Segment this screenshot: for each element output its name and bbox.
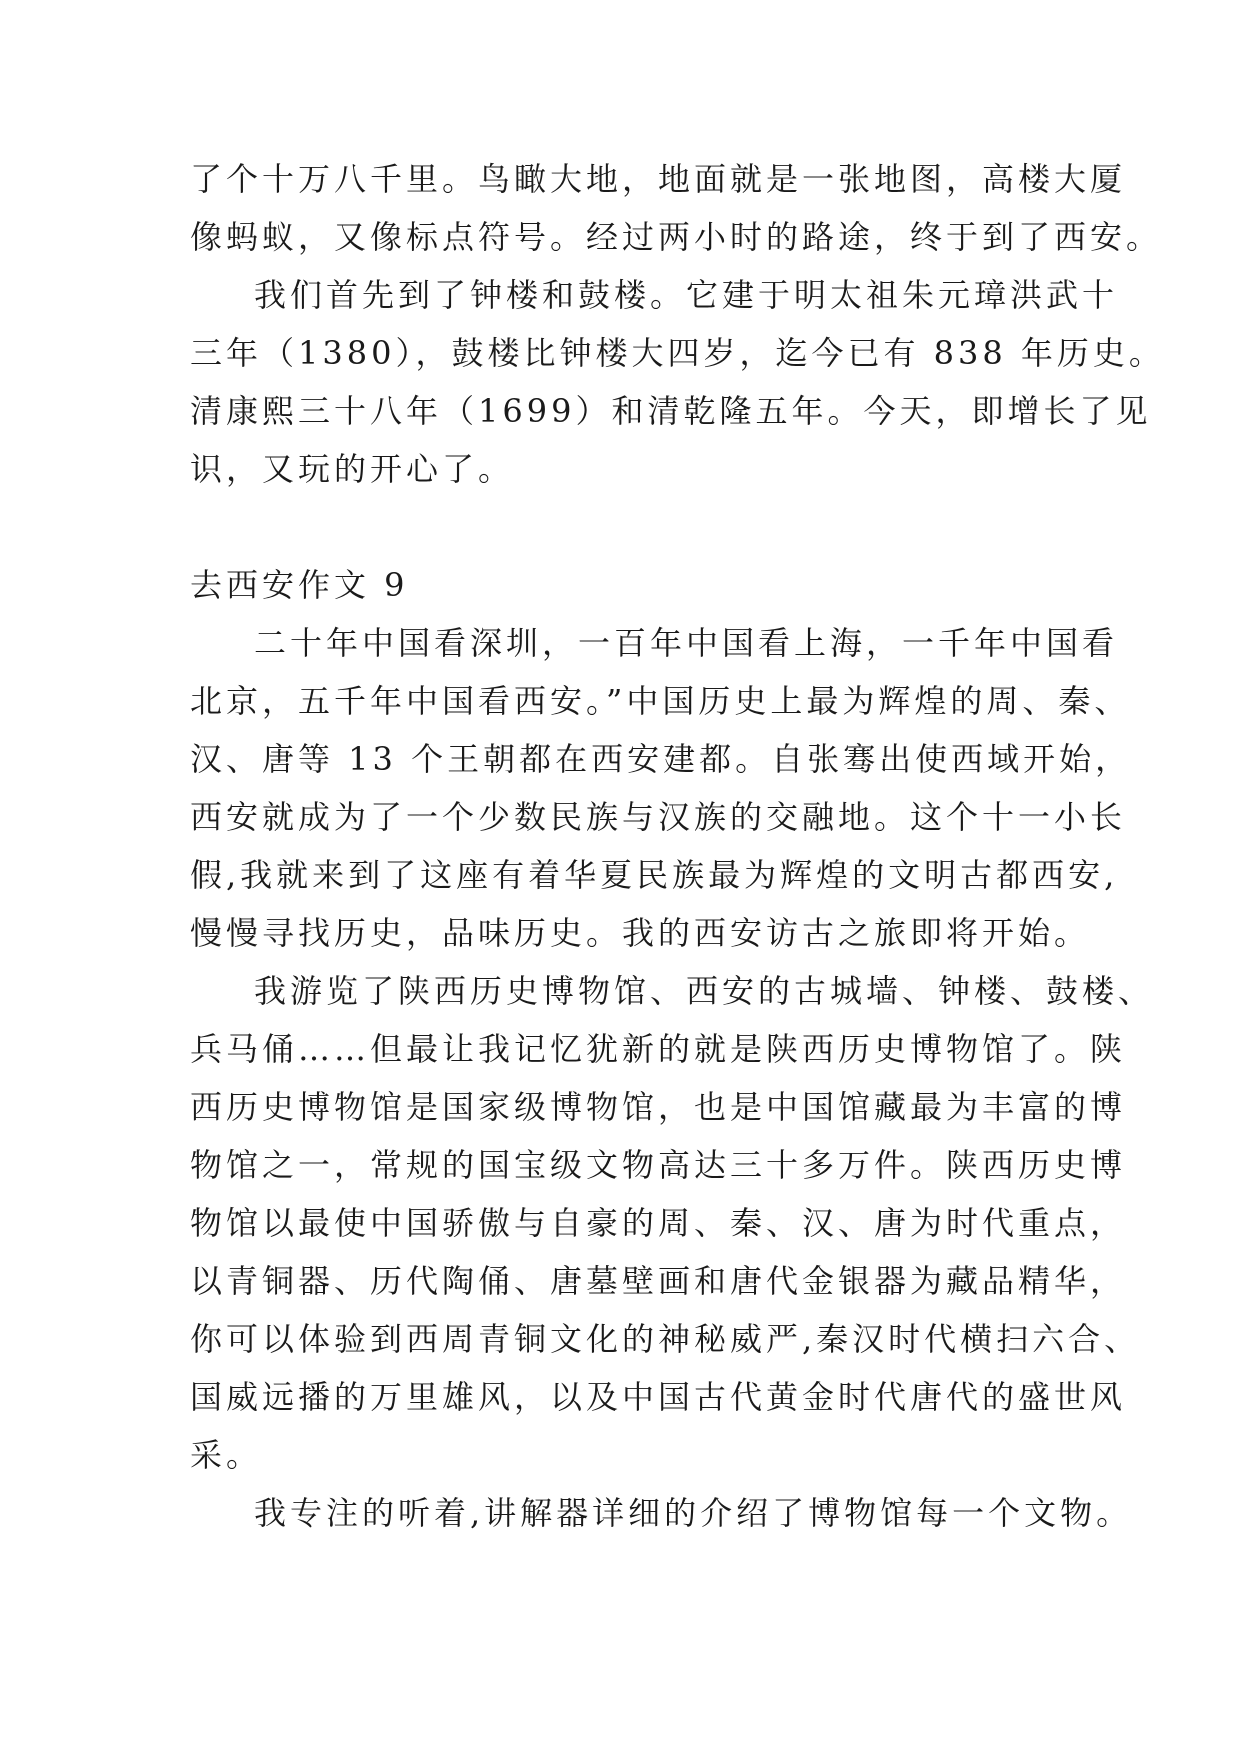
paragraph-bell-tower	[190, 266, 1165, 498]
text-line: 我游览了陕西历史博物馆、西安的古城墙、钟楼、鼓楼、	[254, 972, 1155, 1010]
paragraph-guide	[190, 1484, 1133, 1542]
text-line: 慢慢寻找历史，品味历史。我的西安访古之旅即将开始。	[190, 914, 1091, 952]
document-page	[190, 150, 1165, 1542]
essay-title: 去西安作文 9	[190, 566, 409, 604]
text-line: 兵马俑……但最让我记忆犹新的就是陕西历史博物馆了。陕	[190, 1030, 1127, 1068]
text-line: 我专注的听着,讲解器详细的介绍了博物馆每一个文物。	[254, 1494, 1133, 1532]
text-line: 识，又玩的开心了。	[190, 450, 515, 488]
text-line: 清康熙三十八年（1699）和清乾隆五年。今天，即增长了见	[190, 392, 1152, 430]
text-line: 汉、唐等 13 个王朝都在西安建都。自张骞出使西域开始，	[190, 740, 1132, 778]
text-line: 物馆之一，常规的国宝级文物高达三十多万件。陕西历史博	[190, 1146, 1127, 1184]
text-line: 西安就成为了一个少数民族与汉族的交融地。这个十一小长	[190, 798, 1127, 836]
text-line: 北京，五千年中国看西安。”中国历史上最为辉煌的周、秦、	[190, 682, 1131, 720]
text-line: 我们首先到了钟楼和鼓楼。它建于明太祖朱元璋洪武十	[254, 276, 1119, 314]
spacer	[190, 498, 1060, 556]
text-line: 了个十万八千里。鸟瞰大地，地面就是一张地图，高楼大厦	[190, 160, 1127, 198]
paragraph-intro	[190, 614, 1132, 962]
text-line: 假,我就来到了这座有着华夏民族最为辉煌的文明古都西安,	[190, 856, 1119, 894]
text-line: 像蚂蚁，又像标点符号。经过两小时的路途，终于到了西安。	[190, 218, 1163, 256]
text-line: 采。	[190, 1436, 263, 1474]
paragraph-continued	[190, 150, 1163, 266]
paragraph-museum	[190, 962, 1155, 1484]
text-line: 西历史博物馆是国家级博物馆，也是中国馆藏最为丰富的博	[190, 1088, 1127, 1126]
text-line: 以青铜器、历代陶俑、唐墓壁画和唐代金银器为藏品精华，	[190, 1262, 1127, 1300]
text-line: 二十年中国看深圳，一百年中国看上海，一千年中国看	[254, 624, 1119, 662]
text-line: 物馆以最使中国骄傲与自豪的周、秦、汉、唐为时代重点，	[190, 1204, 1127, 1242]
text-line: 你可以体验到西周青铜文化的神秘威严,秦汉时代横扫六合、	[190, 1320, 1141, 1358]
text-line: 国威远播的万里雄风，以及中国古代黄金时代唐代的盛世风	[190, 1378, 1127, 1416]
text-line: 三年（1380），鼓楼比钟楼大四岁，迄今已有 838 年历史。	[190, 334, 1165, 372]
